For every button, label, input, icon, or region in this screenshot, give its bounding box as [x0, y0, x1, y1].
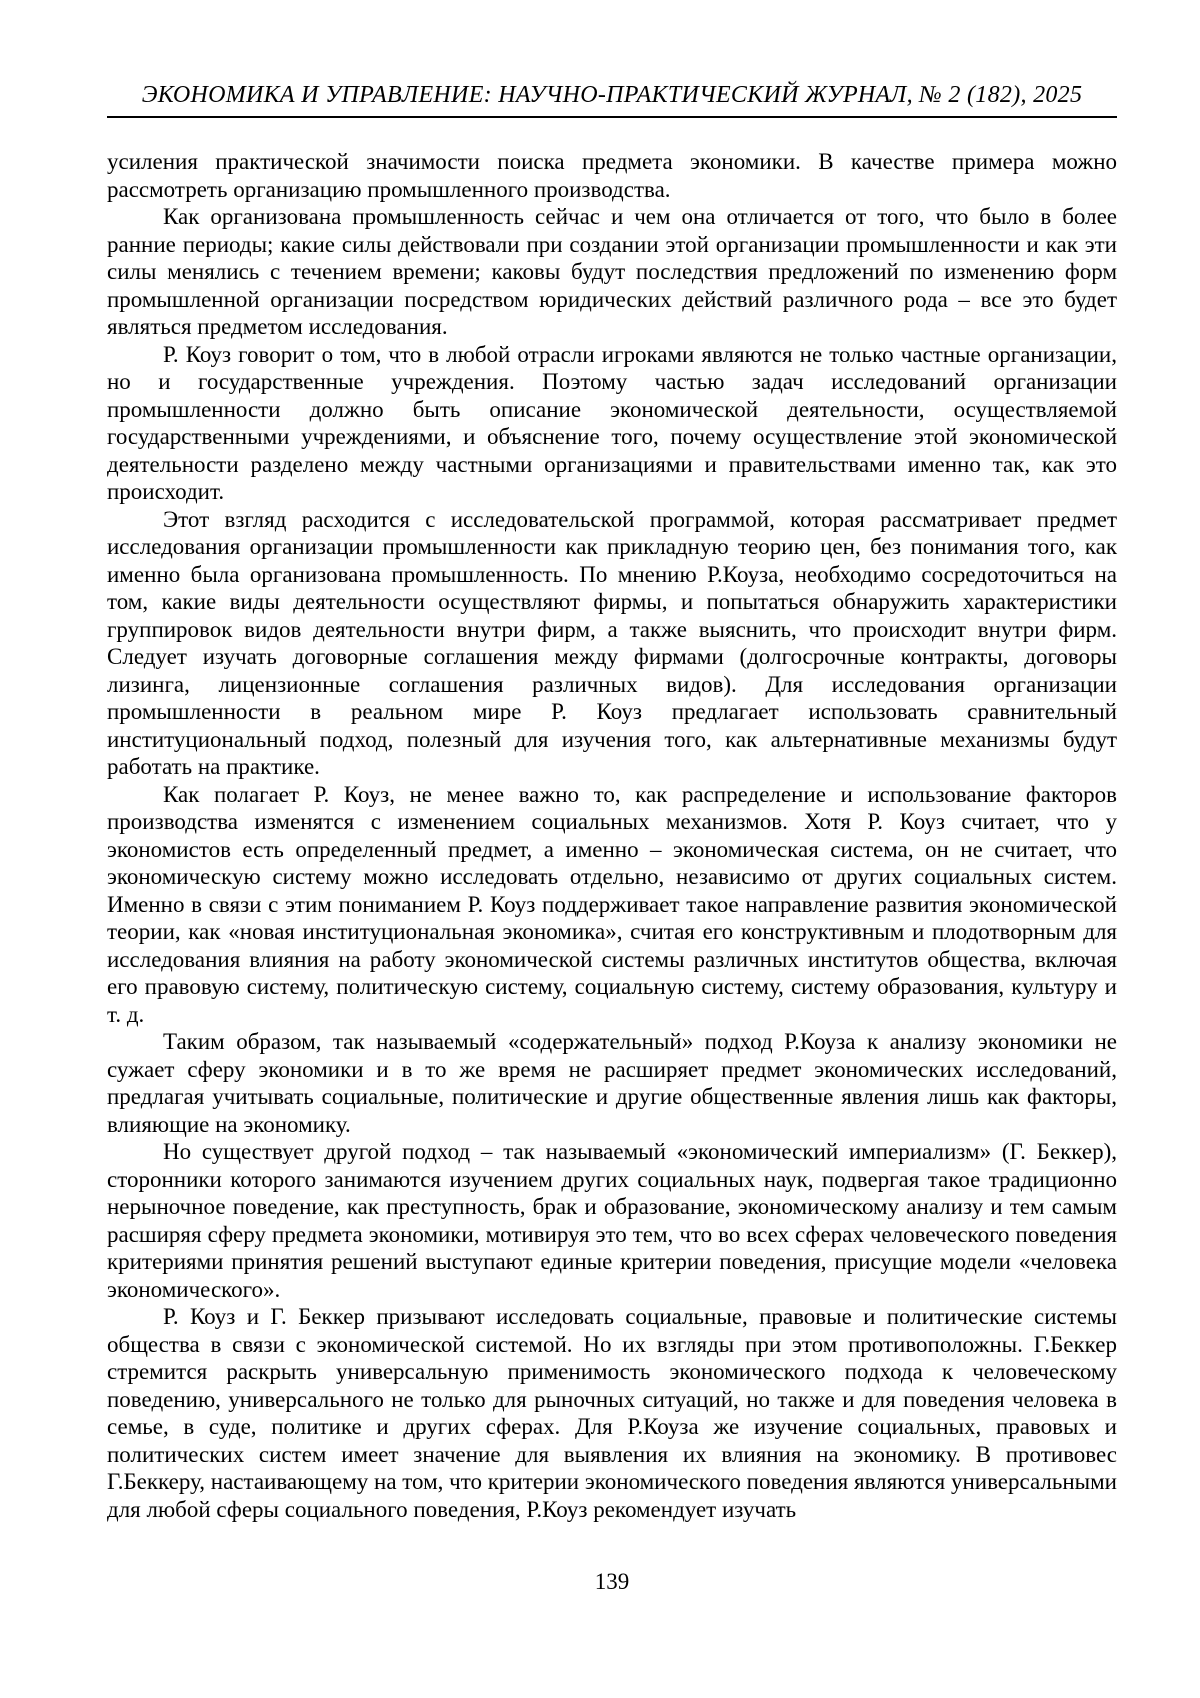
paragraph-3: Р. Коуз говорит о том, что в любой отрасли игроками являются не только частные организации, но и государственные учреждения. Поэтому частью задач исследований организации промышленности должно быть описание экономической деятельности, осуществляемой государственными учреждениями, и объяснение того, почему осуществление этой экономической деятельности разделено между частными организациями и правительствами именно так, как это происходит. — [107, 341, 1117, 504]
paragraph-6: Таким образом, так называемый «содержательный» подход Р.Коуза к анализу экономики не сужает сферу экономики и в то же время не расширяет предмет экономических исследований, предлагая учитывать социальные, политические и другие общественные явления лишь как факторы, влияющие на экономику. — [107, 1029, 1117, 1137]
paragraph-2: Как организована промышленность сейчас и чем она отличается от того, что было в более ранние периоды; какие силы действовали при создании этой организации промышленности и как эти силы менялись с течением времени; каковы будут последствия предложений по изменению форм промышленной организации посредством юридических действий различного рода – все это будет являться предметом исследования. — [107, 204, 1117, 339]
paragraph-4: Этот взгляд расходится с исследовательской программой, которая рассматривает предмет исследования организации промышленности как прикладную теорию цен, без понимания того, как именно была организована промышленность. По мнению Р.Коуза, необходимо сосредоточиться на том, какие виды деятельности осуществляют фирмы, и попытаться обнаружить характеристики группировок видов деятельности внутри фирм, а также выяснить, что происходит внутри фирм. Следует изучать договорные соглашения между фирмами (долгосрочные контракты, договоры лизинга, лицензионные соглашения различных видов). Для исследования организации промышленности в реальном мире Р. Коуз предлагает использовать сравнительный институциональный подход, полезный для изучения того, как альтернативные механизмы будут работать на практике. — [107, 506, 1117, 779]
paragraph-1: усиления практической значимости поиска предмета экономики. В качестве примера можно рассмотреть организацию промышленного производства. — [107, 149, 1117, 202]
journal-running-head: ЭКОНОМИКА И УПРАВЛЕНИЕ: НАУЧНО-ПРАКТИЧЕСКИЙ ЖУРНАЛ, № 2 (182), 2025 — [107, 82, 1117, 118]
paragraph-5: Как полагает Р. Коуз, не менее важно то, как распределение и использование факторов производства изменятся с изменением социальных механизмов. Хотя Р. Коуз считает, что у экономистов есть определенный предмет, а именно – экономическая система, он не считает, что экономическую систему можно исследовать отдельно, независимо от других социальных систем. Именно в связи с этим пониманием Р. Коуз поддерживает такое направление развития экономической теории, как «новая институциональная экономика», считая его конструктивным и плодотворным для исследования влияния на работу экономической системы различных институтов общества, включая его правовую систему, политическую систему, социальную систему, систему образования, культуру и т. д. — [107, 781, 1117, 1027]
paragraph-7: Но существует другой подход – так называемый «экономический империализм» (Г. Беккер), сторонники которого занимаются изучением других социальных наук, подвергая такое традиционно нерыночное поведение, как преступность, брак и образование, экономическому анализу и тем самым расширяя сферу предмета экономики, мотивируя это тем, что во всех сферах человеческого поведения критериями принятия решений выступают единые критерии поведения, присущие модели «человека экономического». — [107, 1139, 1117, 1302]
article-body — [107, 148, 1117, 1523]
paragraph-8: Р. Коуз и Г. Беккер призывают исследовать социальные, правовые и политические системы общества в связи с экономической системой. Но их взгляды при этом противоположны. Г.Беккер стремится раскрыть универсальную применимость экономического подхода к человеческому поведению, универсального не только для рыночных ситуаций, но также и для поведения человека в семье, в суде, политике и других сферах. Для Р.Коуза же изучение социальных, правовых и политических систем имеет значение для выявления их влияния на экономику. В противовес Г.Беккеру, настаивающему на том, что критерии экономического поведения являются универсальными для любой сферы социального поведения, Р.Коуз рекомендует изучать — [107, 1304, 1117, 1522]
page-number: 139 — [594, 1569, 630, 1594]
